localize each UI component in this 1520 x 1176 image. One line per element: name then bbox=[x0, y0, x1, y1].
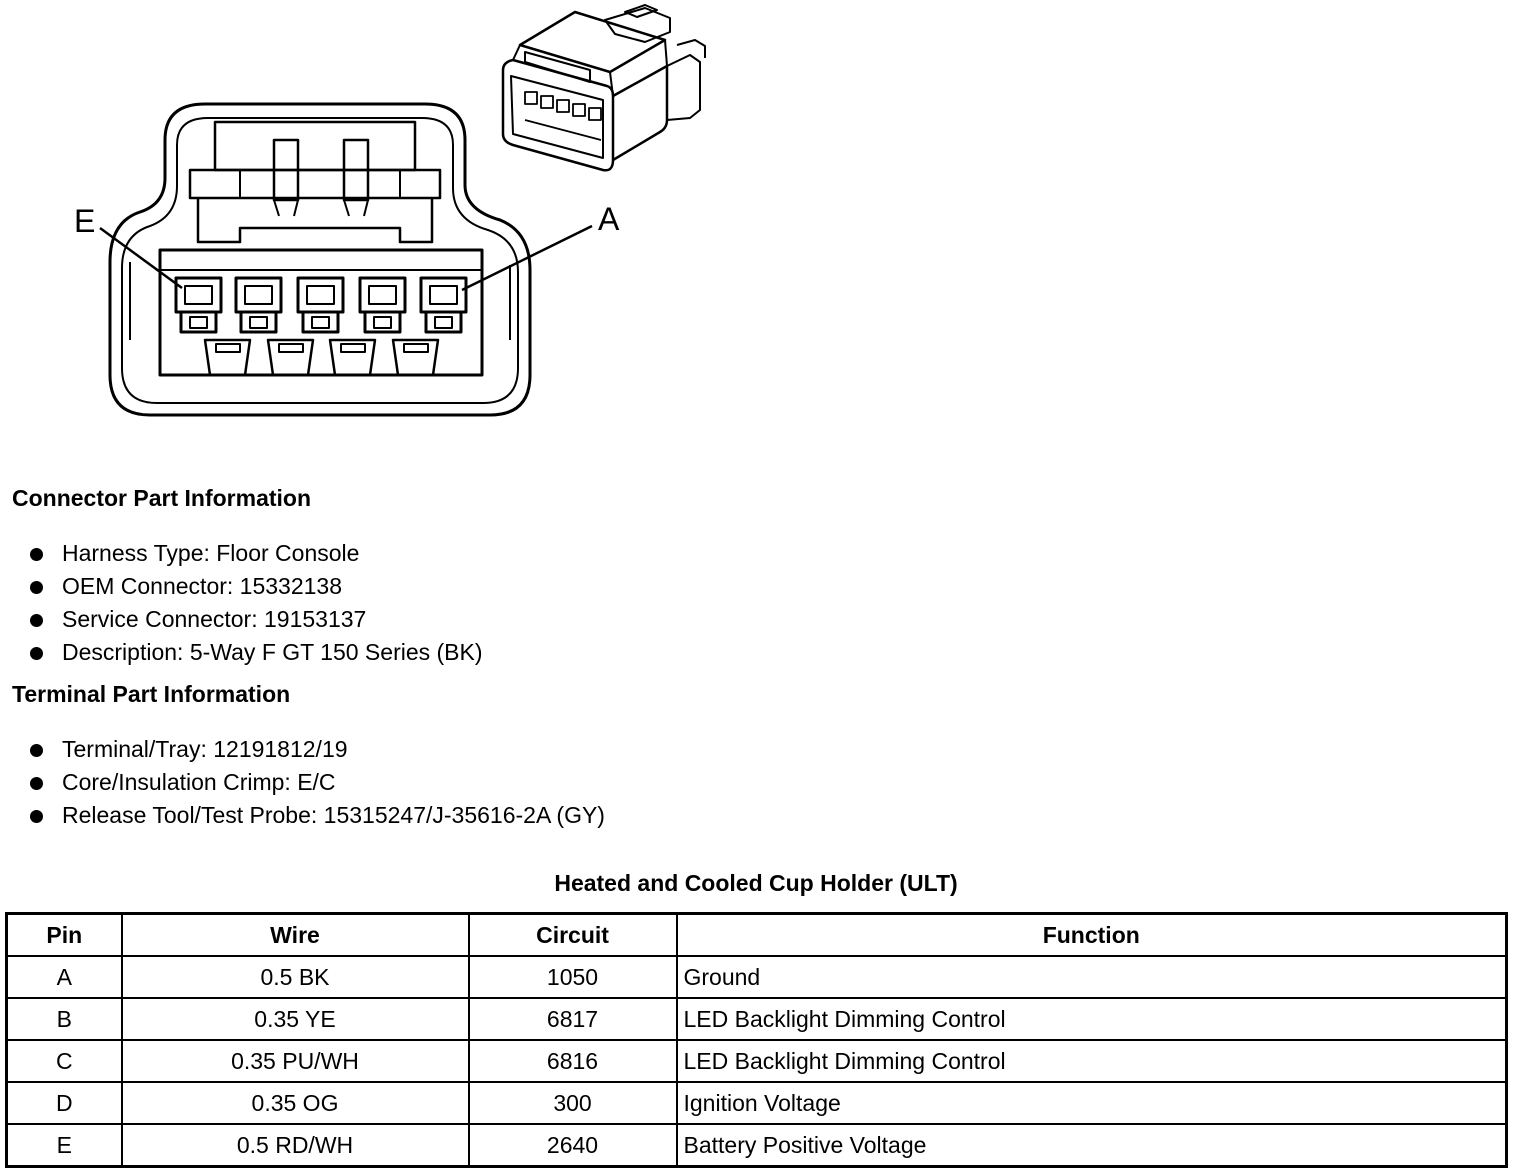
list-item: Description: 5-Way F GT 150 Series (BK) bbox=[28, 636, 483, 669]
table-row bbox=[7, 998, 1507, 1040]
table-row bbox=[7, 1082, 1507, 1124]
housing-outline-inner bbox=[122, 118, 518, 403]
list-item: Service Connector: 19153137 bbox=[28, 603, 483, 636]
cell-wire: 0.35 OG bbox=[122, 1082, 469, 1124]
connector-isometric-view bbox=[495, 0, 725, 190]
header-circuit: Circuit bbox=[469, 914, 677, 957]
callout-label-a: A bbox=[598, 201, 620, 237]
cell-wire: 0.35 PU/WH bbox=[122, 1040, 469, 1082]
cell-circuit: 1050 bbox=[469, 956, 677, 998]
cell-wire: 0.5 BK bbox=[122, 956, 469, 998]
lock-tabs bbox=[205, 340, 438, 375]
cell-circuit: 300 bbox=[469, 1082, 677, 1124]
header-pin: Pin bbox=[7, 914, 122, 957]
table-title: Heated and Cooled Cup Holder (ULT) bbox=[554, 870, 958, 896]
latch-frame bbox=[215, 122, 415, 170]
cell-function: Ignition Voltage bbox=[677, 1082, 1507, 1124]
cavity-d bbox=[236, 278, 281, 332]
cell-function: LED Backlight Dimming Control bbox=[677, 1040, 1507, 1082]
cell-pin: A bbox=[7, 956, 122, 998]
pinout-table bbox=[5, 912, 1508, 1168]
list-item: Release Tool/Test Probe: 15315247/J-35616-2A (GY) bbox=[28, 799, 605, 832]
connector-info-heading: Connector Part Information bbox=[12, 485, 312, 511]
list-item: OEM Connector: 15332138 bbox=[28, 570, 483, 603]
cavity-c bbox=[298, 278, 343, 332]
housing-outline-outer bbox=[110, 104, 530, 415]
cell-function: Battery Positive Voltage bbox=[677, 1124, 1507, 1167]
cell-wire: 0.35 YE bbox=[122, 998, 469, 1040]
cell-wire: 0.5 RD/WH bbox=[122, 1124, 469, 1167]
cell-pin: C bbox=[7, 1040, 122, 1082]
connector-info-list bbox=[28, 537, 483, 669]
table-header-row bbox=[7, 914, 1507, 957]
list-item: Harness Type: Floor Console bbox=[28, 537, 483, 570]
cell-pin: E bbox=[7, 1124, 122, 1167]
cell-pin: D bbox=[7, 1082, 122, 1124]
cavity-b bbox=[360, 278, 405, 332]
callout-label-e: E bbox=[74, 203, 96, 239]
cell-circuit: 6817 bbox=[469, 998, 677, 1040]
table-row bbox=[7, 956, 1507, 998]
terminal-info-heading: Terminal Part Information bbox=[12, 681, 291, 707]
terminal-info-list bbox=[28, 733, 605, 832]
latch-outer bbox=[190, 170, 440, 198]
header-wire: Wire bbox=[122, 914, 469, 957]
cell-pin: B bbox=[7, 998, 122, 1040]
latch-body bbox=[198, 198, 432, 242]
cavity-e bbox=[176, 278, 221, 332]
connector-face-diagram bbox=[0, 0, 620, 440]
table-row bbox=[7, 1040, 1507, 1082]
cavity-a bbox=[421, 278, 466, 332]
cell-function: Ground bbox=[677, 956, 1507, 998]
list-item: Terminal/Tray: 12191812/19 bbox=[28, 733, 605, 766]
cell-function: LED Backlight Dimming Control bbox=[677, 998, 1507, 1040]
list-item: Core/Insulation Crimp: E/C bbox=[28, 766, 605, 799]
table-row bbox=[7, 1124, 1507, 1167]
callout-leader-e bbox=[100, 228, 182, 288]
cell-circuit: 2640 bbox=[469, 1124, 677, 1167]
cell-circuit: 6816 bbox=[469, 1040, 677, 1082]
header-function: Function bbox=[677, 914, 1507, 957]
